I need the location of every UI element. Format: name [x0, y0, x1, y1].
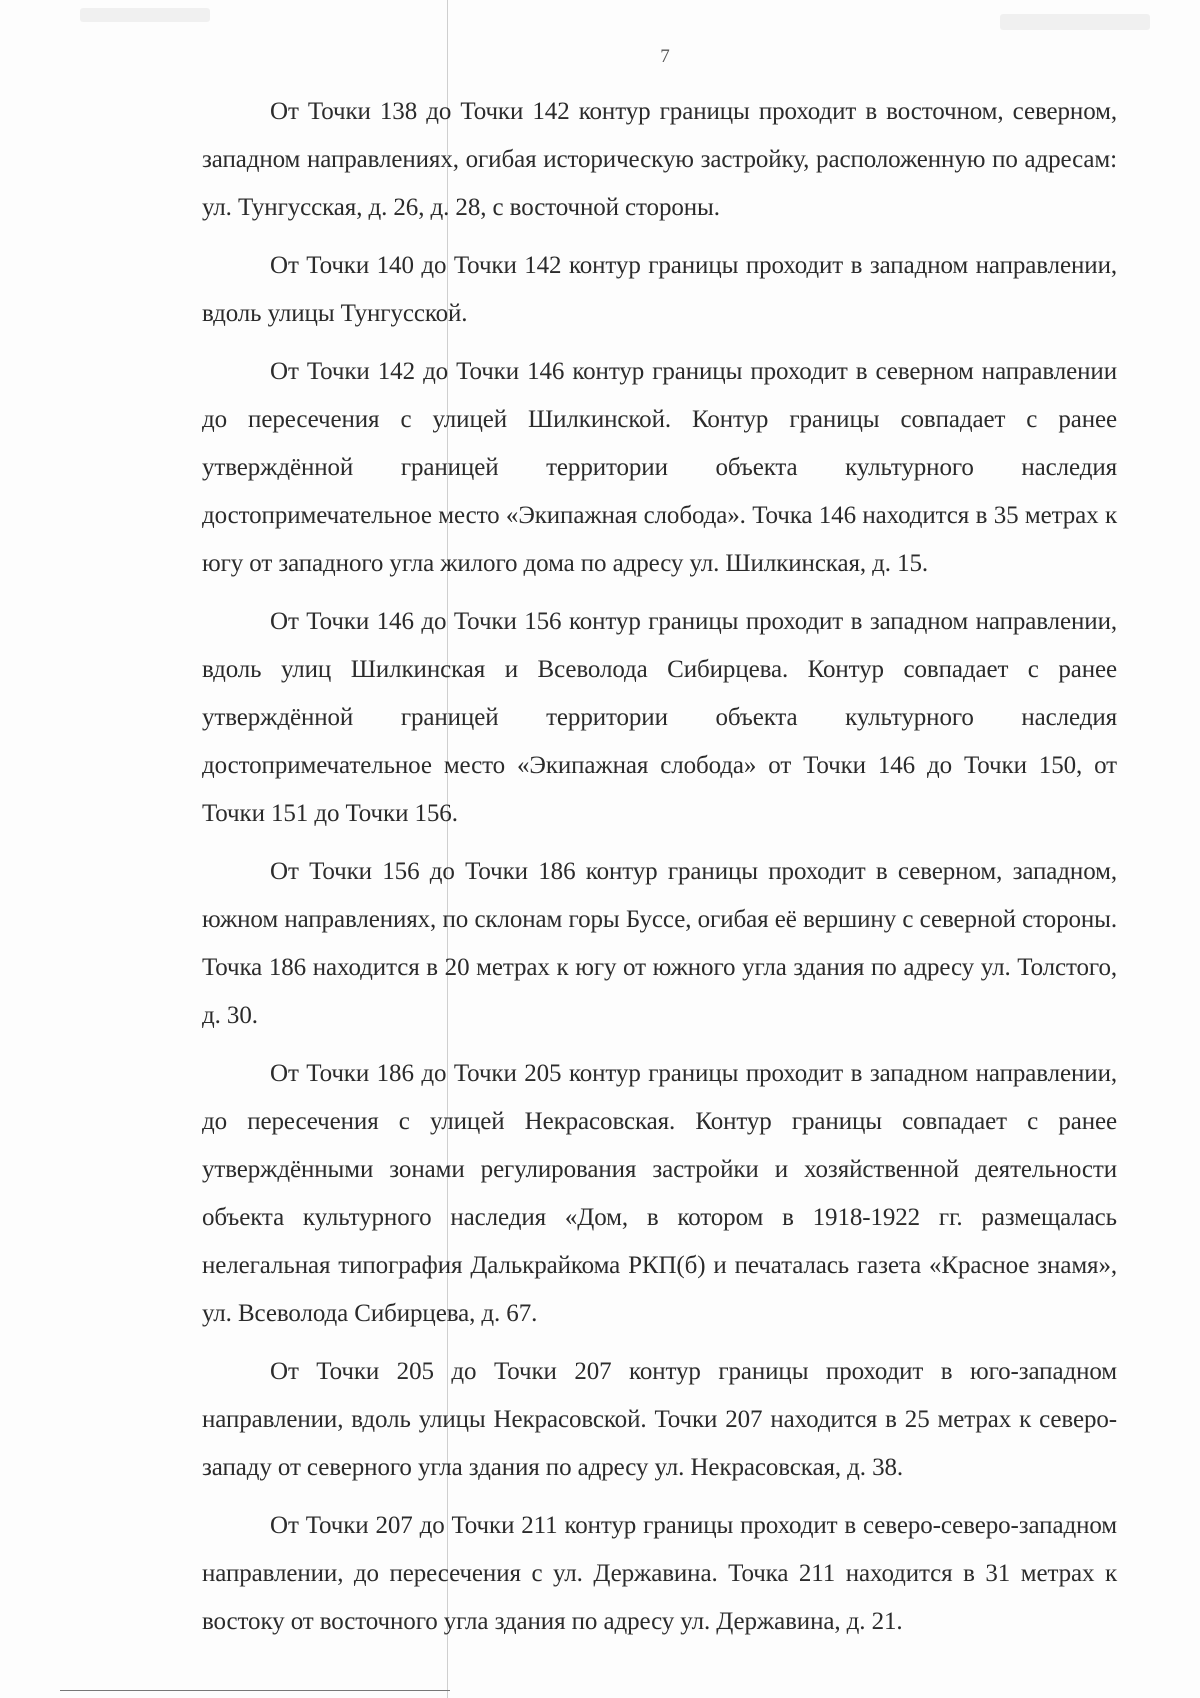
scan-smudge-top-right	[1000, 14, 1150, 30]
paragraph-7: От Точки 205 до Точки 207 контур границы проходит в юго-западном направлении, вдоль улицы Некрасовской. Точки 207 находится в 25 метрах к северо-западу от северного угла здания по адресу ул. Некрасовская, д. 38.	[202, 1358, 1117, 1481]
paragraph-3: От Точки 142 до Точки 146 контур границы проходит в северном направлении до пересечения с улицей Шилкинской. Контур границы совпадает с ранее утверждённой границей территории объекта культурного наследия достопримечательное место «Экипажная слобода». Точка 146 находится в 35 метрах к югу от западного угла жилого дома по адресу ул. Шилкинская, д. 15.	[202, 358, 1117, 577]
bottom-scan-rule	[60, 1690, 450, 1691]
document-body	[202, 88, 1117, 1656]
paragraph-5: От Точки 156 до Точки 186 контур границы проходит в северном, западном, южном направлениях, по склонам горы Буссе, огибая её вершину с северной стороны. Точка 186 находится в 20 метрах к югу от южного угла здания по адресу ул. Толстого, д. 30.	[202, 858, 1117, 1029]
paragraph-8: От Точки 207 до Точки 211 контур границы проходит в северо-северо-западном направлении, до пересечения с ул. Державина. Точка 211 находится в 31 метрах к востоку от восточного угла здания по адресу ул. Державина, д. 21.	[202, 1512, 1117, 1635]
paragraph-2: От Точки 140 до Точки 142 контур границы проходит в западном направлении, вдоль улицы Тунгусской.	[202, 252, 1117, 327]
paragraph-4: От Точки 146 до Точки 156 контур границы проходит в западном направлении, вдоль улиц Шилкинская и Всеволода Сибирцева. Контур совпадает с ранее утверждённой границей территории объекта культурного наследия достопримечательное место «Экипажная слобода» от Точки 146 до Точки 150, от Точки 151 до Точки 156.	[202, 608, 1117, 827]
page-number: 7	[660, 46, 670, 67]
paragraph-6: От Точки 186 до Точки 205 контур границы проходит в западном направлении, до пересечения с улицей Некрасовская. Контур границы совпадает с ранее утверждёнными зонами регулирования застройки и хозяйственной деятельности объекта культурного наследия «Дом, в котором в 1918-1922 гг. размещалась нелегальная типография Далькрайкома РКП(б) и печаталась газета «Красное знамя», ул. Всеволода Сибирцева, д. 67.	[202, 1060, 1117, 1327]
scan-smudge-top-left	[80, 8, 210, 22]
paragraph-1: От Точки 138 до Точки 142 контур границы проходит в восточном, северном, западном направлениях, огибая историческую застройку, расположенную по адресам: ул. Тунгусская, д. 26, д. 28, с восточной стороны.	[202, 98, 1117, 221]
